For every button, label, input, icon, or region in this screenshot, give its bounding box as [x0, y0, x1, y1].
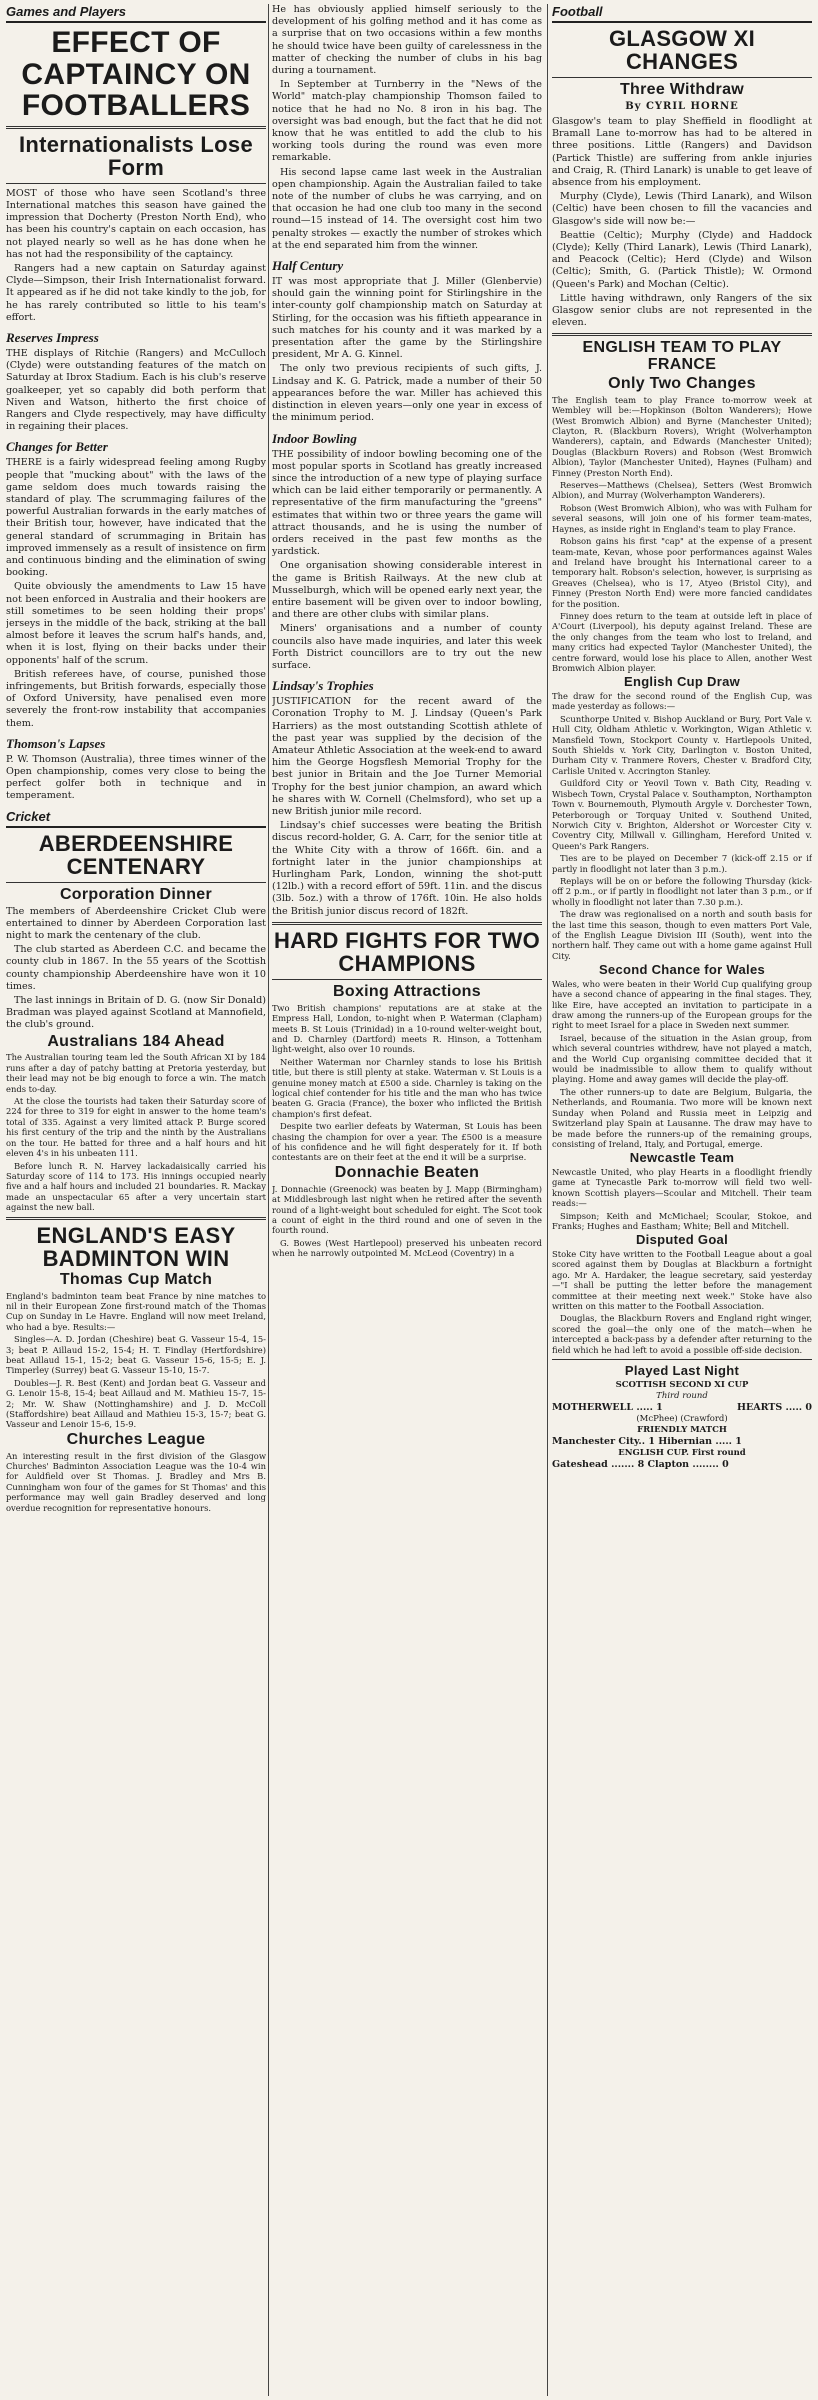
column-rule: [547, 4, 548, 2396]
divider: [6, 1217, 266, 1220]
article-paragraph: Rangers had a new captain on Saturday against Clyde—Simpson, their Irish Internationalist forward. It appeared as if he did not take kindly to the job, for he has rarely contributed so little to his team's effort.: [6, 262, 266, 323]
headline: Thomas Cup Match: [59, 1270, 213, 1288]
article-paragraph: He has obviously applied himself seriously to the development of his golfing method and it has come as a surprise that on two occasions within a few months he should twice have been guilty of carelessness in the matter of checking the number of clubs in his bag during a tournament.: [272, 4, 542, 77]
headline: English Cup Draw: [623, 674, 741, 690]
result-text: Manchester City.. 1 Hibernian ..... 1: [552, 1435, 742, 1447]
article-paragraph: Finney does return to the team at outside left in place of A'Court (Liverpool), his deputy against Ireland. These are the only changes from the team who lost to Ireland, and many critics had expected Taylor (Manchester United), the centre forward, would lose his place to Allen, another West Bromwich Albion player.: [552, 610, 812, 673]
article-paragraph: The last innings in Britain of D. G. (now Sir Donald) Bradman was played against Scotland at Mannofield, the club's ground.: [6, 995, 266, 1031]
headline: Second Chance for Wales: [598, 962, 766, 978]
column-football: [552, 4, 812, 1471]
section-label: Games and Players: [6, 4, 266, 23]
article-paragraph: The draw was regionalised on a north and south basis for the last time this season, though to even matters Port Vale, of the English League Division III (South), went into the northern half. They came out with a home game against Hull City.: [552, 909, 812, 961]
divider: [6, 126, 266, 129]
headline: Newcastle Team: [629, 1150, 735, 1166]
subsection-title: Lindsay's Trophies: [272, 678, 374, 694]
article-paragraph: Stoke City have written to the Football League about a goal scored against them by Douglas at Blackburn a fortnight ago. Mr A. Hardaker, the league secretary, said yesterday—"I shall be putting the letter before the management committee at their meeting next week." Stoke have also written on this matter to the Football Association.: [552, 1249, 812, 1312]
article-paragraph: His second lapse came last week in the Australian open championship. Again the Australian failed to take note of the number of clubs he was carrying, and on that occasion he had one club too many in the second round—15 instead of 14. The oversight cost him two penalty strokes — exactly the number of strokes which at the end separated him from the winner.: [272, 166, 542, 251]
article-paragraph: Replays will be on or before the following Thursday (kick-off 2 p.m., or if partly in floodlight not later than 3 p.m., or if wholly in floodlight not later than 7.30 p.m.).: [552, 875, 812, 907]
divider: [272, 922, 542, 925]
home-team: MOTHERWELL ..... 1: [552, 1401, 663, 1413]
article-paragraph: The members of Aberdeenshire Cricket Club were entertained to dinner by Aberdeen Corporation last night to mark the centenary of the club.: [6, 905, 266, 942]
section-label: Football: [552, 4, 812, 23]
article-paragraph: Before lunch R. N. Harvey lackadaisically carried his Saturday score of 114 to 173. His innings occupied nearly five and a half hours and included 21 boundaries. R. Mackay made an unspectacular 65 after a very uncertain start against the new ball.: [6, 1160, 266, 1213]
article-paragraph: Newcastle United, who play Hearts in a floodlight friendly game at Tynecastle Park to-morrow will field two well-known Scottish players—Scoular and Mitchell. Their team reads:—: [552, 1166, 812, 1209]
article-paragraph: Douglas, the Blackburn Rovers and England right winger, scored the goal—the only one of the match—when he intercepted a back-pass by a defender after returning to the field which he had left to avoid a possible off-side decision.: [552, 1313, 812, 1355]
article-paragraph: The English team to play France to-morrow week at Wembley will be:—Hopkinson (Bolton Wanderers); Howe (West Bromwich Albion) and Byrne (Manchester United); Clayton, R. (Blackburn Rovers), Wright (Wolverhampton Wanderers), captain, and Edwards (Manchester United); Douglas (Blackburn Rovers) and Robson (West Bromwich Albion), Taylor (Manchester United), Haynes (Fulham) and Finney (Preston North End).: [552, 394, 812, 478]
article-paragraph: Lindsay's chief successes were beating the British discus record-holder, G. A. Carr, for the senior title at the White City with a throw of 166ft. 6in. and a fortnight later in the junior championships at Hurlingham Park, London, winning the shot-putt (12lb.) with a record effort of 59ft. 11in. and the discus (3lb. 5oz.) with a throw of 176ft. 10in. He also holds the British junior discus record of 182ft.: [272, 820, 542, 917]
headline: Three Withdraw: [619, 81, 745, 99]
article-paragraph: Wales, who were beaten in their World Cup qualifying group have a second chance of appearing in the final stages. They, like Eire, have accepted an invitation to participate in a draw among the runners-up of the European groups for the right to meet Israel for a place in Sweden next summer.: [552, 978, 812, 1031]
article-paragraph: Singles—A. D. Jordan (Cheshire) beat G. Vasseur 15-4, 15-3; beat P. Aillaud 15-2, 15-4; H. T. Findlay (Hertfordshire) beat Aillaud 15-1, 15-2; beat G. Vasseur 15-6, 15-5; E. J. Timperley (Surrey) beat G. Vasseur 15-10, 15-7.: [6, 1334, 266, 1376]
subsection-title: Indoor Bowling: [272, 430, 357, 446]
subsection-title: Reserves Impress: [6, 329, 99, 345]
headline: ENGLAND'S EASY BADMINTON WIN: [36, 1222, 236, 1271]
article-paragraph: Murphy (Clyde), Lewis (Third Lanark), and Wilson (Celtic) have been chosen to fill the vacancies and Glasgow's side will now be:—: [552, 191, 812, 227]
article-paragraph: Robson gains his first "cap" at the expense of a present team-mate, Kevan, whose poor performances against Wales and Ireland have brought his International career to a temporary halt. Robson's selection, however, is surprising as Greaves (Chelsea), who is 17, Atyeo (Bristol City), and Finney (Preston North End) were more fancied candidates for the position.: [552, 536, 812, 609]
article-paragraph: J. Donnachie (Greenock) was beaten by J. Mapp (Birmingham) at Middlesbrough last night when he retired after the seventh round of a light-weight bout scheduled for eight. The Scot took a count of eight in the third round and one of seven in the fourth round.: [272, 1183, 542, 1236]
subsection-title: Thomson's Lapses: [6, 735, 106, 751]
article-paragraph: Doubles—J. R. Best (Kent) and Jordan beat G. Vasseur and G. Lenoir 15-8, 15-4; beat Aillaud and M. Mathieu 15-7, 15-2; Mr. W. Shaw (Nottinghamshire) and J. D. McColl (Staffordshire) beat Aillaud and Mathieu 15-3, 15-7; beat G. Vasseur and Lenoir 15-6, 15-9.: [6, 1377, 266, 1430]
article-paragraph: Glasgow's team to play Sheffield in floodlight at Bramall Lane to-morrow has had to be altered in three positions. Little (Rangers) and Davidson (Partick Thistle) are suffering from ankle injuries and Craig, R. (Third Lanark) is unable to get leave of absence from his employment.: [552, 115, 812, 188]
result-row: [552, 1459, 812, 1470]
results-title: FRIENDLY MATCH: [637, 1424, 727, 1435]
scorers: (McPhee) (Crawford): [636, 1413, 728, 1424]
article-paragraph: Miners' organisations and a number of county councils also have made inquiries, and later this week Forth District councillors are to try out the new surface.: [272, 623, 542, 671]
article-paragraph: Neither Waterman nor Charnley stands to lose his British title, but there is still plenty at stake. Waterman v. St Louis is a genuine money match at £500 a side. Charnley is taking on the logical chief contender for his title and the man who has twice beaten G. Gracia (France), the boxer who inflicted the British champion's first defeat.: [272, 1056, 542, 1119]
article-paragraph: P. W. Thomson (Australia), three times winner of the Open championship, comes very close to being the perfect golfer both in technique and in temperament.: [6, 753, 266, 802]
article-paragraph: Reserves—Matthews (Chelsea), Setters (West Bromwich Albion), and Murray (Wolverhampton Wanderers).: [552, 480, 812, 501]
article-paragraph: THERE is a fairly widespread feeling among Rugby people that "mucking about" with the laws of the game seldom does much towards raising the standard of play. The scrummaging failures of the powerful Australian forwards in the early matches of their British tour, however, have indicated that the general standard of scrummaging in Britain has improved immensely as a result of insistence on firm and continuous binding and the elimination of swing booking.: [6, 457, 266, 579]
article-paragraph: The other runners-up to date are Belgium, Bulgaria, the Netherlands, and Roumania. Two more will be known next Sunday when Poland and Russia meet in Leipzig and Switzerland play Spain at Lausanne. The draw may have to be made before the runners-up of the remaining groups, consisting of Ireland, Italy, and Portugal, emerge.: [552, 1086, 812, 1149]
divider: [552, 77, 812, 78]
headline: Disputed Goal: [635, 1232, 729, 1248]
results-title: SCOTTISH SECOND XI CUP: [615, 1379, 749, 1390]
headline: HARD FIGHTS FOR TWO CHAMPIONS: [273, 927, 540, 976]
headline: Corporation Dinner: [59, 885, 213, 903]
section-label: Cricket: [6, 809, 266, 828]
article-paragraph: One organisation showing considerable interest in the game is British Railways. At the new club at Musselburgh, which will be opened early next year, the entire basement will be given over to indoor bowling, and there are other clubs with similar plans.: [272, 560, 542, 621]
headline: Played Last Night: [624, 1363, 740, 1379]
headline: ABERDEENSHIRE CENTENARY: [38, 830, 234, 879]
column-middle: [272, 4, 542, 1261]
article-paragraph: Little having withdrawn, only Rangers of the six Glasgow senior clubs are not represented in the eleven.: [552, 292, 812, 329]
divider: [272, 979, 542, 980]
article-paragraph: The draw for the second round of the English Cup, was made yesterday as follows:—: [552, 691, 812, 712]
article-paragraph: Quite obviously the amendments to Law 15 have not been enforced in Australia and their hookers are still sometimes to be seen holding their props' jerseys in the middle of the back, striking at the ball almost before it leaves the scrum half's hands, and, when it is lost, flying on their backs under their opponents' half of the scrum.: [6, 581, 266, 666]
article-paragraph: British referees have, of course, punished those infringements, but British forwards, especially those of Oxford University, have penalised even more severely the front-row instability that accompanies them.: [6, 668, 266, 729]
article-paragraph: In September at Turnberry in the "News of the World" match-play championship Thomson failed to notice that he had no No. 8 iron in his bag. The oversight was bad enough, but the fact that he did not know that he was entitled to add the club to his working tools during the round was even more remarkable.: [272, 79, 542, 164]
article-paragraph: IT was most appropriate that J. Miller (Glenbervie) should gain the winning point for Stirlingshire in the inter-county golf championship match on Saturday at Stirling, for the occasion was his fiftieth appearance in such matches for his county and it was marked by a presentation after the game by the Stirlingshire president, Mr A. G. Kinnel.: [272, 276, 542, 361]
article-paragraph: Despite two earlier defeats by Waterman, St Louis has been chasing the champion for over a year. The £500 is a measure of his confidence and he will fight desperately for it. If both contestants are on their feet at the end it will be a surprise.: [272, 1121, 542, 1163]
headline: GLASGOW XI CHANGES: [609, 26, 755, 75]
result-text: Gateshead ....... 8 Clapton ........ 0: [552, 1458, 729, 1470]
article-paragraph: Two British champions' reputations are at stake at the Empress Hall, London, to-night when P. Waterman (Clapham) meets B. St Louis (Trinidad) in a 10-round welter-weight bout, and D. Charnley (Dartford) meets R. Hinson, a Tottenham light-weight, also over 10 rounds.: [272, 1002, 542, 1055]
article-paragraph: Ties are to be played on December 7 (kick-off 2.15 or if partly in floodlight not later than 3 p.m.).: [552, 853, 812, 874]
away-team: HEARTS ..... 0: [736, 1401, 812, 1413]
divider: [6, 183, 266, 184]
result-row: [552, 1436, 812, 1447]
article-paragraph: England's badminton team beat France by nine matches to nil in their European Zone first-round match of the Thomas Cup on Sunday in Le Havre. England will now meet Ireland, who had a bye. Results:—: [6, 1290, 266, 1332]
article-paragraph: Beattie (Celtic); Murphy (Clyde) and Haddock (Clyde); Kelly (Third Lanark), Lewis (Third Lanark), and Peacock (Celtic); Herd (Clyde) and Wilson (Celtic); Smith, G. (Partick Thistle); W. Ormond (Queen's Park) and Mochan (Celtic).: [552, 229, 812, 290]
headline: ENGLISH TEAM TO PLAY FRANCE: [582, 339, 782, 374]
article-paragraph: THE displays of Ritchie (Rangers) and McCulloch (Clyde) were outstanding features of the match on Saturday at Ibrox Stadium. Each is his club's reserve goalkeeper, yet so capably did both perform that Niven and Watson, hitherto the first choice of Rangers and Clyde respectively, may have difficulty in regaining their places.: [6, 347, 266, 433]
article-paragraph: At the close the tourists had taken their Saturday score of 224 for three to 319 for eight in answer to the home team's total of 335. Against a very limited attack P. Burge scored his first century of the trip and the ninth by the Australians on the tour. He batted for three and a half hours and hit eleven 4's in his unbeaten 111.: [6, 1096, 266, 1159]
headline: Australians 184 Ahead: [47, 1032, 225, 1050]
subsection-title: Half Century: [272, 258, 344, 274]
divider: [552, 333, 812, 336]
results-title: ENGLISH CUP. First round: [618, 1447, 746, 1458]
article-paragraph: The Australian touring team led the South African XI by 184 runs after a day of patchy batting at Pretoria yesterday, but their lead may not be big enough to force a win. The match ends to-day.: [6, 1052, 266, 1094]
column-games-and-players: [6, 4, 266, 1515]
result-row: [552, 1402, 812, 1413]
headline: Donnachie Beaten: [334, 1163, 480, 1181]
headline: Churches League: [66, 1430, 206, 1448]
article-paragraph: THE possibility of indoor bowling becoming one of the most popular sports in Scotland has greatly increased since the introduction of a new type of playing surface which can be laid either temporarily or permanently. A representative of the firm manufacturing the "greens" estimates that within two or three years the game will attract thousands, and he is using the number of orders received in the past few months as the yardstick.: [272, 448, 542, 558]
article-paragraph: Israel, because of the situation in the Asian group, from which several countries withdrew, have not played a match, and the World Cup organising committee decided that it would be inadmissible to allow them to qualify without playing. Home and away games will decide the play-off.: [552, 1032, 812, 1085]
subheadline: Internationalists Lose Form: [19, 131, 253, 180]
article-paragraph: The club started as Aberdeen C.C. and became the county club in 1867. In the 55 years of the Scottish county championship Aberdeenshire have won it 10 times.: [6, 944, 266, 992]
main-headline: EFFECT OF CAPTAINCY ON FOOTBALLERS: [21, 26, 251, 122]
article-paragraph: An interesting result in the first division of the Glasgow Churches' Badminton Association League was the 10-4 win for Auldfield over St Thomas. J. Bradley and Mrs B. Cunningham won four of the games for St Thomas' and this performance may well gain Bradley deserved and long overdue recognition for representative honours.: [6, 1450, 266, 1513]
subsection-title: Changes for Better: [6, 439, 108, 455]
article-paragraph: MOST of those who have seen Scotland's three International matches this season have gained the impression that Docherty (Preston North End), who has been his country's captain on each occasion, has not played nearly so well as he has done when he has not had the responsibility of the captaincy.: [6, 187, 266, 260]
article-paragraph: Guildford City or Yeovil Town v. Bath City, Reading v. Wisbech Town, Crystal Palace v. Southampton, Northampton Town v. Bournemouth, Plymouth Argyle v. Dorchester Town, Peterborough or Torquay United v. Southend United, Norwich City v. Brighton, Aldershot or Worcester City v. Coventry City, Millwall v. Gillingham, Hereford United v. Queen's Park Rangers.: [552, 778, 812, 851]
round-label: Third round: [656, 1390, 708, 1401]
article-paragraph: The only two previous recipients of such gifts, J. Lindsay and K. G. Patrick, made a number of their 50 appearances before the war. Miller has achieved this distinction in eleven years—only one year in excess of the minimum period.: [272, 363, 542, 424]
article-paragraph: JUSTIFICATION for the recent award of the Coronation Trophy to M. J. Lindsay (Queen's Park Harriers) as the most outstanding Scottish athlete of the past year was supplied by the decision of the Amateur Athletic Association at the week-end to award him the George Hogsflesh Memorial Trophy for the best junior in Britain and the Joe Turner Memorial Trophy for the best junior champion, an award which he shares with W. Cornell (Chelmsford), who set up a new British junior mile record.: [272, 696, 542, 817]
article-paragraph: Scunthorpe United v. Bishop Auckland or Bury, Port Vale v. Hull City, Oldham Athletic v. Workington, Wigan Athletic v. Mansfield Town, Stockport County v. Hartlepools United, South Shields v. York City, Darlington v. Boston United, Durham City v. Tranmere Rovers, Chester v. Bradford City, Carlisle United v. Accrington Stanley.: [552, 713, 812, 776]
divider: [6, 882, 266, 883]
headline: Only Two Changes: [608, 375, 756, 393]
byline: By CYRIL HORNE: [625, 100, 739, 112]
column-rule: [268, 4, 269, 2396]
article-paragraph: Simpson; Keith and McMichael; Scoular, Stokoe, and Franks; Hughes and Eastham; White; Bell and Mitchell.: [552, 1210, 812, 1231]
article-paragraph: Robson (West Bromwich Albion), who was with Fulham for several seasons, will join one of his former team-mates, Haynes, as inside right in England's team to play France.: [552, 502, 812, 534]
divider: [552, 1359, 812, 1360]
article-paragraph: G. Bowes (West Hartlepool) preserved his unbeaten record when he narrowly outpointed M. McLeod (Coventry) in a: [272, 1237, 542, 1259]
headline: Boxing Attractions: [333, 983, 481, 1000]
